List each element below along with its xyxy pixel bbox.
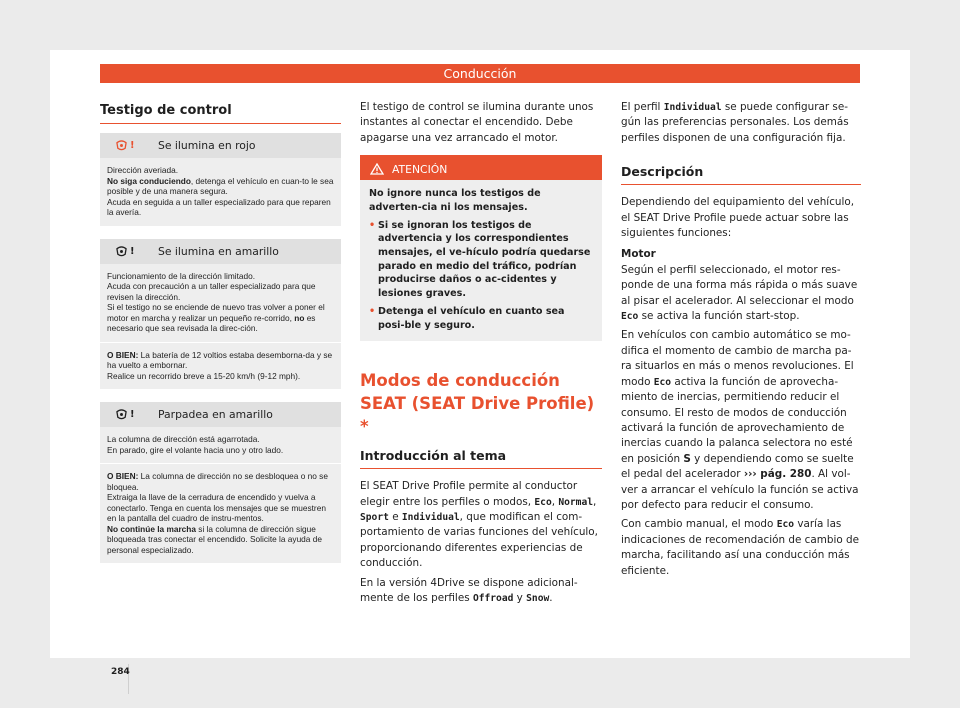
attention-box (360, 155, 602, 341)
warning-triangle-icon (370, 163, 384, 175)
column-middle (360, 100, 602, 611)
warning-block-body: La columna de dirección está agarrotada. En parado, gire el volante hacia uno y otro lado. (107, 434, 284, 455)
warning-block-title: Se ilumina en amarillo (158, 244, 279, 258)
steering-warning-icon: ! (115, 409, 145, 420)
paragraph: El SEAT Drive Profile permite al conductor elegir entre los perfiles o modos, Eco, Normal, Sport e Individual, que modifican el com-portamiento de varias funciones del vehículo, proporcionando diferentes experiencias de conducción. (360, 480, 598, 570)
attention-body (360, 180, 602, 341)
attention-lead: No ignore nunca los testigos de adverten-cia ni los mensajes. (369, 188, 541, 213)
intro-paragraph: El testigo de control se ilumina durante unos instantes al conectar el encendido. Debe apagarse una vez arrancado el motor. (360, 101, 594, 144)
warning-block-title: Parpadea en amarillo (158, 408, 273, 421)
chapter-title: Modos de conducción SEAT (SEAT Drive Profile) * (360, 371, 595, 437)
subsection-title: Introducción al tema (360, 448, 602, 469)
warning-block-body-alt: O BIEN: La columna de dirección no se desbloquea o no se bloquea. Extraiga la llave de la cerradura de encendido y vuelva a conectarlo. Tenga en cuenta los mensajes que se muestren en la pantalla del cuadro de instru-mentos. No continúe la marcha si la columna de dirección sigue bloqueada tras conectar el encendido. Solicite la ayuda de personal especializado. (100, 463, 341, 563)
page-reference-link[interactable]: ››› pág. 280 (743, 468, 812, 481)
attention-title: ATENCIÓN (392, 162, 448, 176)
column-left (100, 100, 341, 563)
warning-block-header (100, 402, 341, 427)
column-right (621, 100, 861, 583)
manual-page (50, 50, 910, 677)
warning-block-red (100, 133, 341, 226)
paragraph: En vehículos con cambio automático se mo-difica el momento de cambio de marcha pa-ra situarlos en más o menos revoluciones. El modo Eco activa la función de aprovecha-miento de inercias, permitiendo reducir el consumo. El resto de modos de conducción activará la función de aprovechamiento de inercias cuando la palanca selectora no esté en posición S y dependiendo como se suelte el pedal del acelerador ››› pág. 280. Al vol-ver a arrancar el vehículo la función se activa por defecto para reducir el consumo. (621, 329, 859, 511)
label-motor: Motor (621, 248, 656, 261)
page-header: Conducción (100, 64, 860, 83)
warning-block-body: Dirección averiada. No siga conduciendo, detenga el vehículo en cuan-to le sea posible y de una manera segura. Acuda en seguida a un taller especializado para que reparen la avería. (107, 165, 334, 217)
steering-warning-icon: ! (115, 246, 145, 257)
warning-block-yellow (100, 239, 341, 390)
warning-block-header (100, 133, 341, 158)
attention-header (360, 158, 602, 180)
warning-block-blinking (100, 402, 341, 563)
section-title: Testigo de control (100, 102, 341, 124)
paragraph: Dependiendo del equipamiento del vehículo, el SEAT Drive Profile puede actuar sobre las siguientes funciones: (621, 196, 855, 240)
warning-block-title: Se ilumina en rojo (158, 139, 256, 152)
list-item: • Detenga el vehículo en cuanto sea posi-ble y seguro. (369, 305, 565, 331)
warning-block-body-alt: O BIEN: La batería de 12 voltios estaba desemborna-da y se ha vuelto a embornar. Realice un recorrido breve a 15-20 km/h (9-12 mph). (100, 342, 341, 390)
paragraph: En la versión 4Drive se dispone adicional-mente de los perfiles Offroad y Snow. (360, 576, 578, 605)
paragraph: El perfil Individual se puede configurar se-gún las preferencias personales. Los demás perfiles disponen de una configuración fija. (621, 101, 849, 144)
warning-block-body: Funcionamiento de la dirección limitado. Acuda con precaución a un taller especializado para que revisen la dirección. Si el testigo no se enciende de nuevo tras volver a poner el motor en marcha y realizar un pequeño re-corrido, no es necesario que sea revisada la direc-ción. (107, 270, 325, 333)
warning-block-header (100, 239, 341, 264)
paragraph: Según el perfil seleccionado, el motor res-ponde de una forma más rápida o más suave al pisar el acelerador. Al seleccionar el modo Eco se activa la función start-stop. (621, 263, 858, 323)
paragraph: Con cambio manual, el modo Eco varía las indicaciones de recomendación de cambio de marcha, facilitando así una conducción más eficiente. (621, 518, 860, 577)
steering-warning-icon: ! (115, 140, 145, 151)
list-item: • Si se ignoran los testigos de advertencia y los correspondientes mensajes, el ve-hículo podría quedarse parado en medio del tráfico, podrían producirse daños o ac-cidentes y lesiones graves. (369, 219, 591, 300)
page-number: 284 (111, 667, 130, 677)
subsection-title: Descripción (621, 164, 861, 185)
